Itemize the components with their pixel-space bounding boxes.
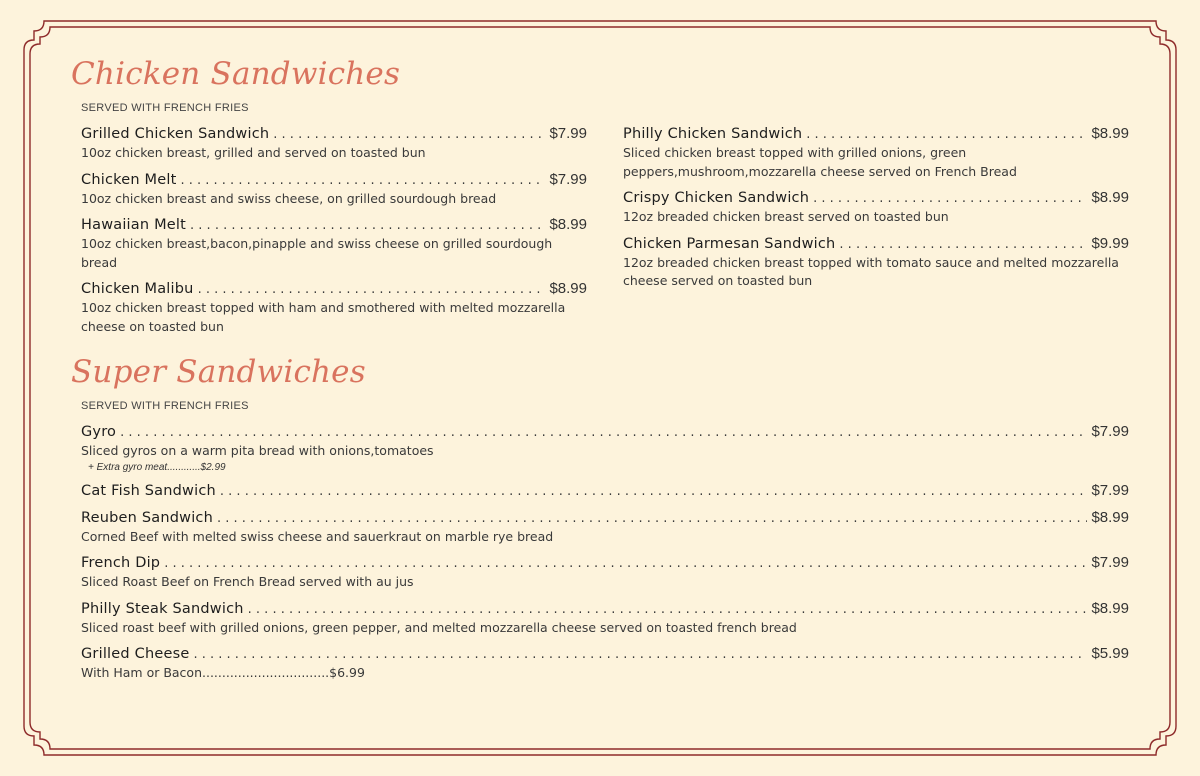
menu-item [623,188,1129,227]
dot-leader [164,554,1087,574]
menu-item-name: Chicken Parmesan Sandwich [623,235,836,252]
menu-item [81,215,587,272]
menu-item-description: 12oz breaded chicken breast served on toasted bun [623,209,949,224]
menu-item-row [81,124,587,144]
menu-item-name: Hawaiian Melt [81,217,187,233]
dot-leader [806,125,1087,145]
dot-leader [193,645,1087,665]
menu-item-name: Philly Steak Sandwich [81,600,244,617]
menu-item-row [81,422,1129,442]
menu-item [623,234,1129,291]
section-note-super: SERVED WITH FRENCH FRIES [81,400,249,412]
menu-item-name: Chicken Malibu [81,281,194,297]
menu-item-row [623,234,1129,254]
menu-item-price: $7.99 [549,170,587,188]
menu-item-description: 10oz chicken breast,bacon,pinapple and swiss cheese on grilled sourdough bread [81,236,553,270]
menu-item-name: French Dip [81,555,161,571]
menu-item-row [623,124,1129,144]
menu-item-row [81,553,1129,573]
dot-leader [813,189,1087,209]
menu-item-description: 12oz breaded chicken breast topped with tomato sauce and melted mozzarella cheese served on toasted bun [623,254,1119,288]
dot-leader [217,509,1087,529]
menu-item-name: Gyro [81,424,117,440]
menu-item-row [81,481,1129,501]
menu-item [81,644,1129,683]
menu-item-price: $5.99 [1091,645,1129,662]
menu-item-description: Sliced roast beef with grilled onions, green pepper, and melted mozzarella cheese served on toasted french bread [81,619,797,635]
menu-item-row [81,644,1129,664]
menu-item-description: Corned Beef with melted swiss cheese and sauerkraut on marble rye bread [81,528,554,544]
menu-item-price: $7.99 [1091,481,1129,499]
section-title-super: Super Sandwiches [71,354,366,390]
menu-item-row [81,599,1129,619]
dot-leader [273,125,545,145]
menu-item-row [81,215,587,235]
menu-item-name: Crispy Chicken Sandwich [623,190,810,206]
menu-item [81,599,1129,638]
menu-item-description: 10oz chicken breast and swiss cheese, on grilled sourdough bread [81,190,497,206]
chicken-left-column [81,124,587,336]
menu-item [81,170,587,209]
menu-item [81,481,1129,501]
menu-item-row [81,170,587,190]
menu-item [623,124,1129,181]
menu-item-extra: + Extra gyro meat............$2.99 [88,461,226,473]
menu-item-price: $7.99 [1091,554,1129,571]
menu-item-description: With Ham or Bacon................................$6.99 [81,665,365,680]
menu-item [81,422,1129,474]
dot-leader [839,235,1087,255]
dot-leader [220,482,1088,502]
menu-item-row [81,279,587,299]
menu-item-name: Cat Fish Sandwich [81,482,216,499]
menu-item-price: $7.99 [1091,423,1129,440]
menu-item-name: Reuben Sandwich [81,509,213,526]
section-title-chicken: Chicken Sandwiches [71,56,401,92]
menu-item-description: Sliced chicken breast topped with grilled onions, green peppers,mushroom,mozzarella cheese served on French Bread [623,145,1017,179]
menu-item-name: Philly Chicken Sandwich [623,126,803,142]
menu-item-row [81,508,1129,528]
dot-leader [120,423,1087,443]
menu-item [81,553,1129,592]
dot-leader [198,280,546,300]
menu-item [81,508,1129,547]
menu-item [81,124,587,163]
section-note-chicken: SERVED WITH FRENCH FRIES [81,102,249,114]
menu-item-name: Grilled Chicken Sandwich [81,126,270,142]
menu-item-price: $8.99 [1091,599,1129,617]
menu-item-price: $8.99 [1091,189,1129,206]
menu-item-price: $8.99 [1091,508,1129,526]
super-sandwich-list [81,422,1129,683]
menu-item-price: $8.99 [549,216,587,233]
menu-item-description: Sliced Roast Beef on French Bread served with au jus [81,574,414,589]
menu-item [81,279,587,336]
menu-item-price: $8.99 [1091,125,1129,142]
menu-item-description: Sliced gyros on a warm pita bread with onions,tomatoes [81,443,434,458]
menu-item-row [623,188,1129,208]
menu-item-description: 10oz chicken breast topped with ham and smothered with melted mozzarella cheese on toasted bun [81,300,566,334]
dot-leader [180,171,545,191]
menu-item-description: 10oz chicken breast, grilled and served on toasted bun [81,145,426,160]
chicken-right-column [623,124,1129,291]
menu-item-name: Chicken Melt [81,171,177,188]
menu-item-price: $7.99 [549,125,587,142]
menu-item-name: Grilled Cheese [81,646,190,662]
dot-leader [248,600,1088,620]
menu-item-price: $8.99 [549,280,587,297]
menu-item-price: $9.99 [1091,234,1129,252]
dot-leader [190,216,545,236]
